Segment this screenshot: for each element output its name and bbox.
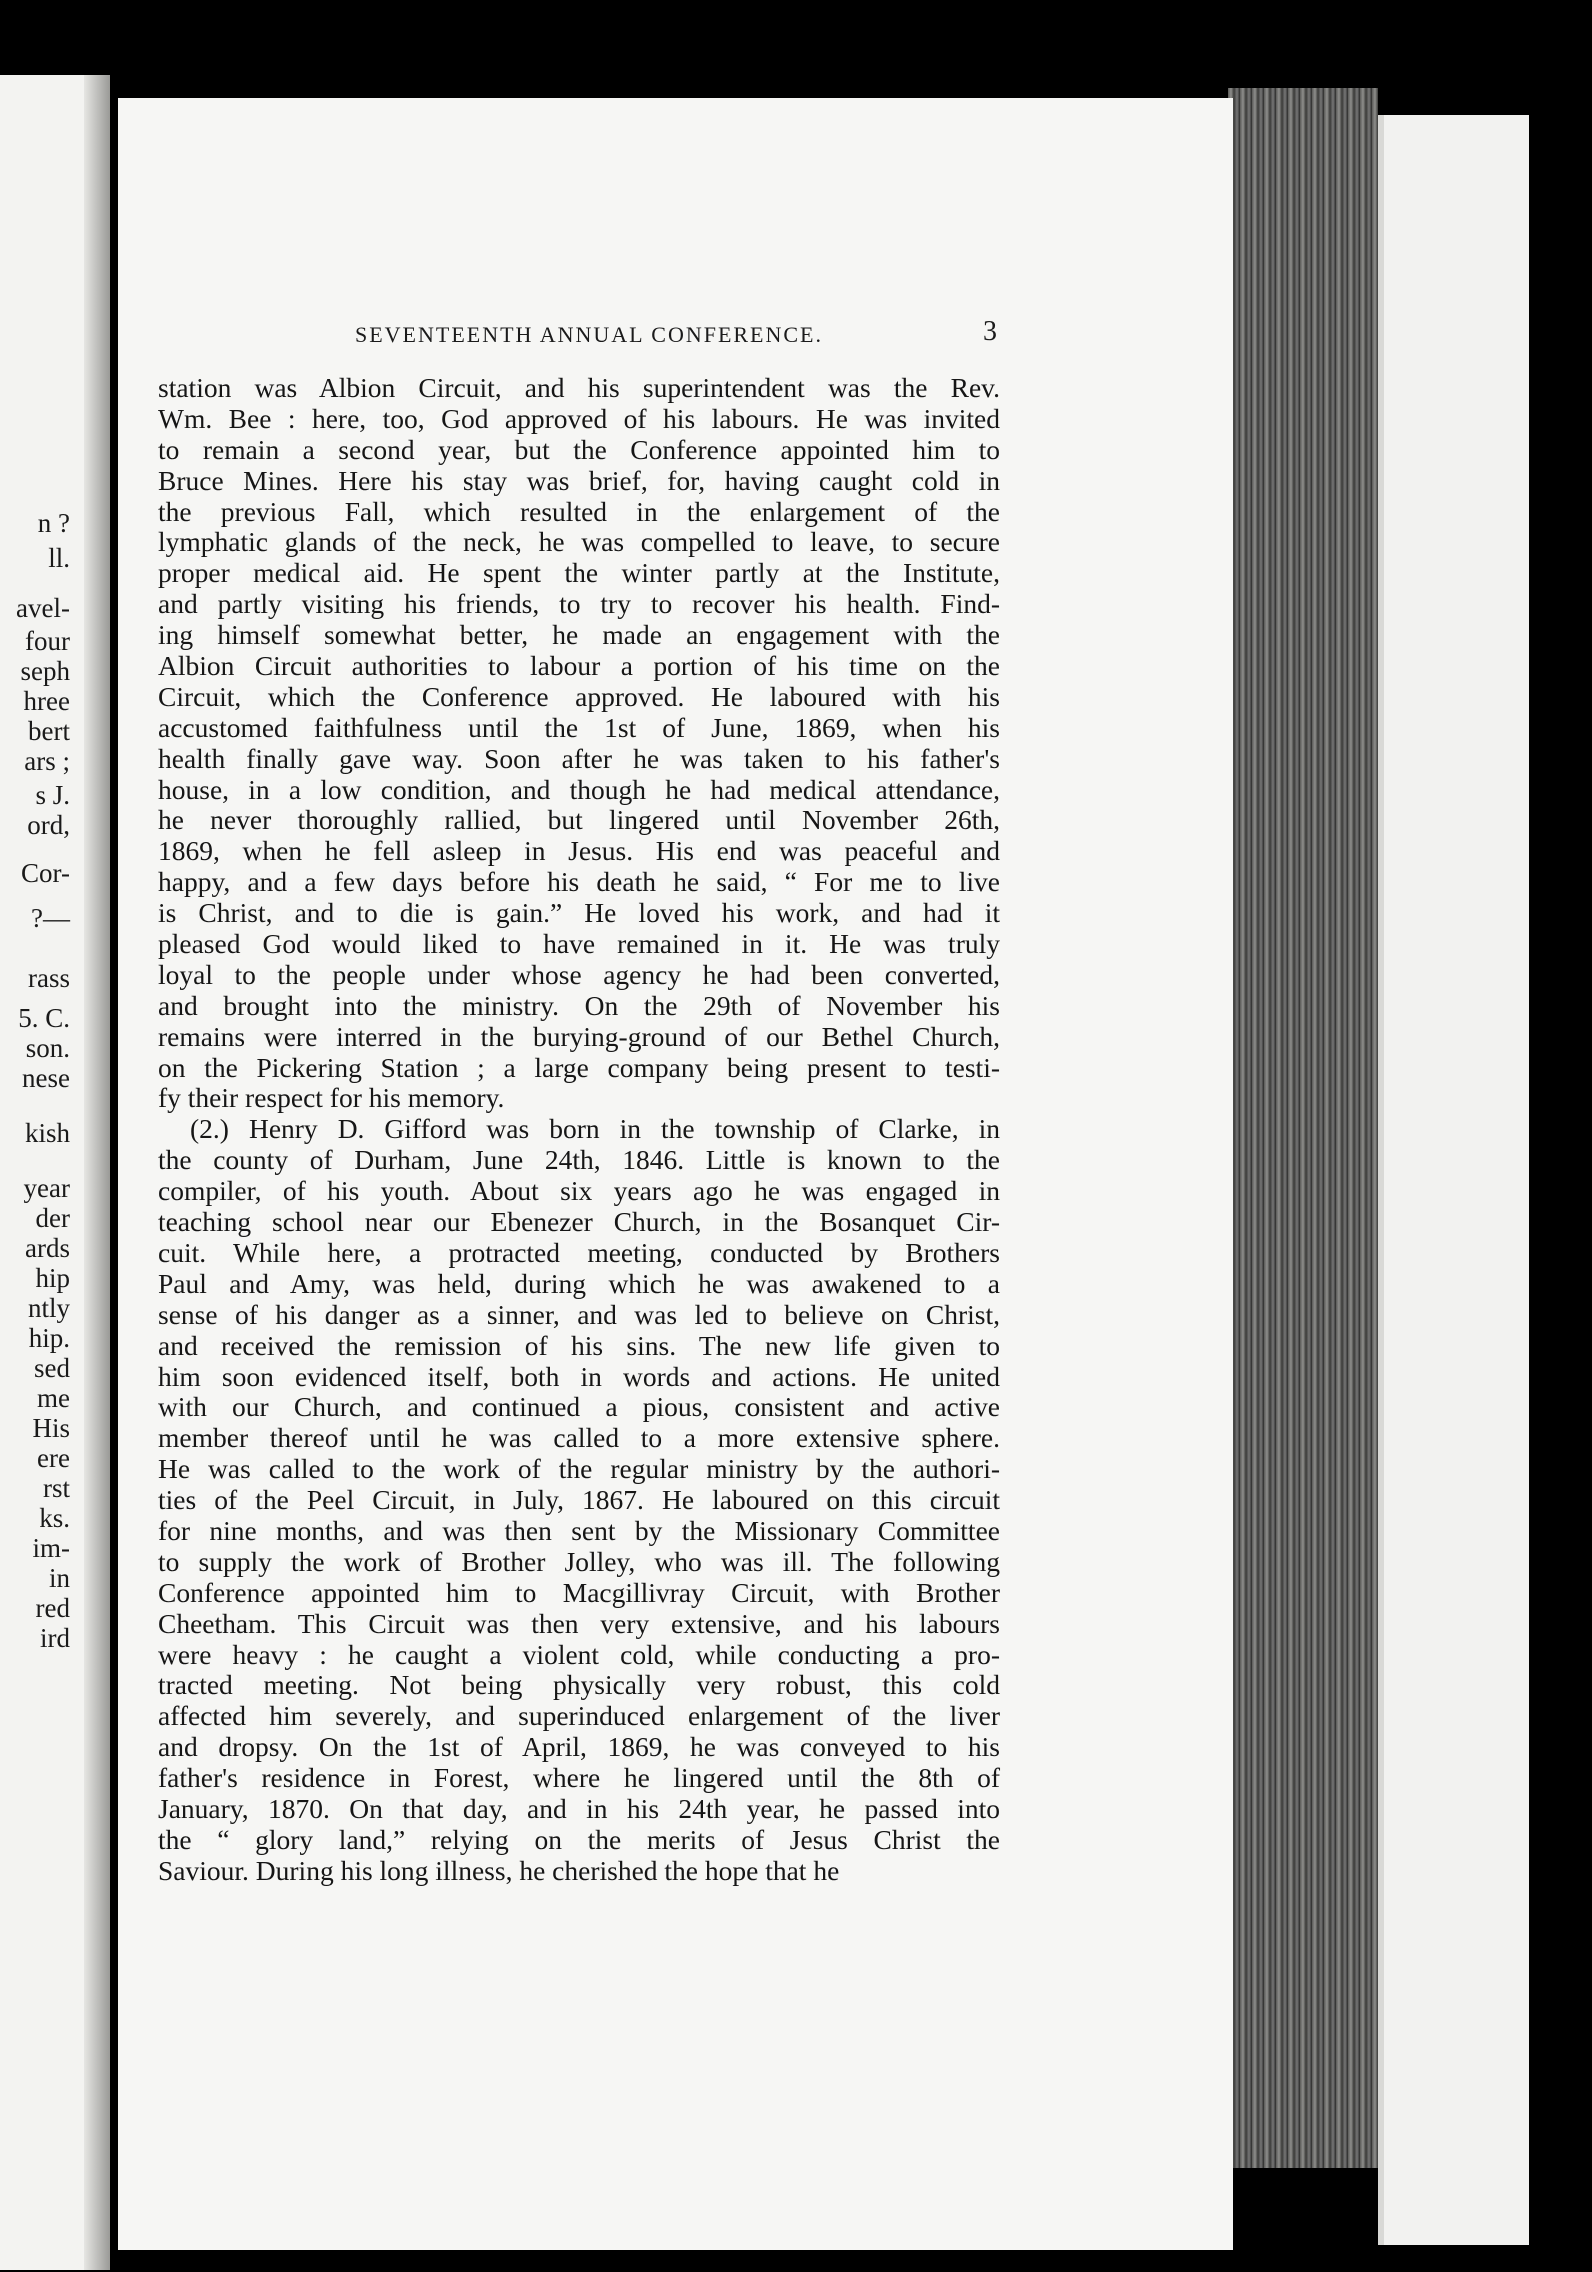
facing-page-edge: [0, 75, 110, 2270]
text-line: tracted meeting. Not being physically very robust, this cold: [158, 1669, 1000, 1701]
facing-page-fragment: der: [35, 1203, 70, 1233]
facing-page-fragment: Cor-: [21, 858, 70, 888]
text-line: loyal to the people under whose agency he had been converted,: [158, 958, 1000, 990]
facing-page-fragment: ars ;: [24, 746, 70, 776]
book-gutter: [84, 75, 110, 2270]
text-line: compiler, of his youth. About six years ago he was engaged in: [158, 1175, 1000, 1207]
text-line: Circuit, which the Conference approved. He laboured with his: [158, 680, 1000, 712]
page-number: 3: [983, 316, 997, 347]
text-line: Paul and Amy, was held, during which he was awakened to a: [158, 1267, 1000, 1299]
facing-page-fragment: ord,: [27, 810, 70, 840]
text-line: and received the remission of his sins. The new life given to: [158, 1329, 1000, 1361]
facing-page-fragment: seph: [20, 656, 70, 686]
facing-page-fragment: ere: [37, 1443, 70, 1473]
text-line: 1869, when he fell asleep in Jesus. His end was peaceful and: [158, 835, 1000, 867]
facing-page-fragment: ards: [25, 1233, 70, 1263]
facing-page-fragment: ird: [40, 1623, 70, 1653]
running-header: SEVENTEENTH ANNUAL CONFERENCE.: [355, 322, 823, 347]
facing-page-fragment: hree: [23, 686, 70, 716]
body-text: [158, 373, 1000, 1887]
text-line: is Christ, and to die is gain.” He loved his work, and had it: [158, 897, 1000, 929]
text-line: and partly visiting his friends, to try to recover his health. Find-: [158, 588, 1000, 620]
facing-page-fragment: avel-: [16, 593, 70, 623]
facing-page-fragment: His: [32, 1413, 70, 1443]
text-line: sense of his danger as a sinner, and was led to believe on Christ,: [158, 1298, 1000, 1330]
facing-page-fragment: red: [35, 1593, 70, 1623]
facing-page-fragment: 5. C.: [18, 1003, 70, 1033]
text-line: accustomed faithfulness until the 1st of June, 1869, when his: [158, 711, 1000, 743]
text-line: fy their respect for his memory.: [158, 1082, 505, 1114]
text-line: ties of the Peel Circuit, in July, 1867. He laboured on this circuit: [158, 1484, 1000, 1516]
facing-page-fragment: s J.: [35, 780, 70, 810]
facing-page-fragment: ?—: [31, 903, 70, 933]
text-line: the county of Durham, June 24th, 1846. Little is known to the: [158, 1144, 1000, 1176]
facing-page-fragment: ntly: [27, 1293, 70, 1323]
facing-page-fragment: son.: [25, 1033, 70, 1063]
text-line: Conference appointed him to Macgillivray Circuit, with Brother: [158, 1576, 1000, 1608]
text-line: Wm. Bee : here, too, God approved of his labours. He was invited: [158, 402, 1000, 434]
facing-page-fragment: nese: [22, 1063, 70, 1093]
text-line: on the Pickering Station ; a large company being present to testi-: [158, 1051, 1000, 1083]
text-line: and dropsy. On the 1st of April, 1869, he was conveyed to his: [158, 1731, 1000, 1763]
text-line: pleased God would liked to have remained in it. He was truly: [158, 928, 1000, 960]
text-line: father's residence in Forest, where he lingered until the 8th of: [158, 1762, 1000, 1794]
facing-page-fragment: four: [25, 626, 70, 656]
text-line: were heavy : he caught a violent cold, while conducting a pro-: [158, 1638, 1000, 1670]
text-line: Albion Circuit authorities to labour a portion of his time on the: [158, 650, 1000, 682]
text-line: station was Albion Circuit, and his superintendent was the Rev.: [158, 372, 1000, 403]
facing-page-fragment: ks.: [39, 1503, 70, 1533]
text-line: January, 1870. On that day, and in his 24th year, he passed into: [158, 1792, 1000, 1824]
facing-page-fragment: n ?: [37, 508, 70, 538]
text-line: He was called to the work of the regular ministry by the authori-: [158, 1453, 1000, 1485]
book-cover-board: [1378, 115, 1529, 2245]
text-line: ing himself somewhat better, he made an engagement with the: [158, 619, 1000, 651]
text-line: the previous Fall, which resulted in the enlargement of the: [158, 495, 1000, 527]
facing-page-fragment: me: [37, 1383, 70, 1413]
text-line: member thereof until he was called to a more extensive sphere.: [158, 1422, 1000, 1454]
facing-page-fragment: rass: [28, 963, 70, 993]
text-line: to remain a second year, but the Conference appointed him to: [158, 433, 1000, 465]
text-line: happy, and a few days before his death he said, “ For me to live: [158, 866, 1000, 898]
text-line: house, in a low condition, and though he had medical attendance,: [158, 773, 1000, 805]
text-line: (2.) Henry D. Gifford was born in the township of Clarke, in: [190, 1113, 1000, 1145]
facing-page-fragment: ll.: [48, 543, 70, 573]
text-line: Bruce Mines. Here his stay was brief, for, having caught cold in: [158, 464, 1000, 496]
facing-page-fragment: kish: [24, 1118, 70, 1148]
text-line: teaching school near our Ebenezer Church, in the Bosanquet Cir-: [158, 1206, 1000, 1238]
facing-page-fragment: year: [23, 1173, 70, 1203]
page-edges: [1228, 88, 1378, 2168]
text-line: he never thoroughly rallied, but lingered until November 26th,: [158, 804, 1000, 836]
text-line: remains were interred in the burying-ground of our Bethel Church,: [158, 1020, 1000, 1052]
text-line: Cheetham. This Circuit was then very extensive, and his labours: [158, 1607, 1000, 1639]
text-line: him soon evidenced itself, both in words and actions. He united: [158, 1360, 1000, 1392]
text-line: proper medical aid. He spent the winter partly at the Institute,: [158, 557, 1000, 589]
text-line: the “ glory land,” relying on the merits of Jesus Christ the: [158, 1823, 1000, 1855]
facing-page-fragment: im-: [32, 1533, 70, 1563]
text-line: and brought into the ministry. On the 29th of November his: [158, 989, 1000, 1021]
facing-page-fragment: bert: [28, 716, 70, 746]
text-line: to supply the work of Brother Jolley, who was ill. The following: [158, 1545, 1000, 1577]
facing-page-fragment: hip.: [28, 1323, 70, 1353]
facing-page-fragment: hip: [35, 1263, 70, 1293]
facing-page-fragment: in: [48, 1563, 70, 1593]
text-line: cuit. While here, a protracted meeting, conducted by Brothers: [158, 1236, 1000, 1268]
text-line: for nine months, and was then sent by the Missionary Committee: [158, 1514, 1000, 1546]
facing-page-fragment: sed: [34, 1353, 70, 1383]
text-line: with our Church, and continued a pious, consistent and active: [158, 1391, 1000, 1423]
facing-page-fragment: rst: [43, 1473, 70, 1503]
text-line: affected him severely, and superinduced enlargement of the liver: [158, 1700, 1000, 1732]
text-line: Saviour. During his long illness, he cherished the hope that he: [158, 1854, 840, 1886]
text-line: health finally gave way. Soon after he was taken to his father's: [158, 742, 1000, 774]
text-line: lymphatic glands of the neck, he was compelled to leave, to secure: [158, 526, 1000, 558]
